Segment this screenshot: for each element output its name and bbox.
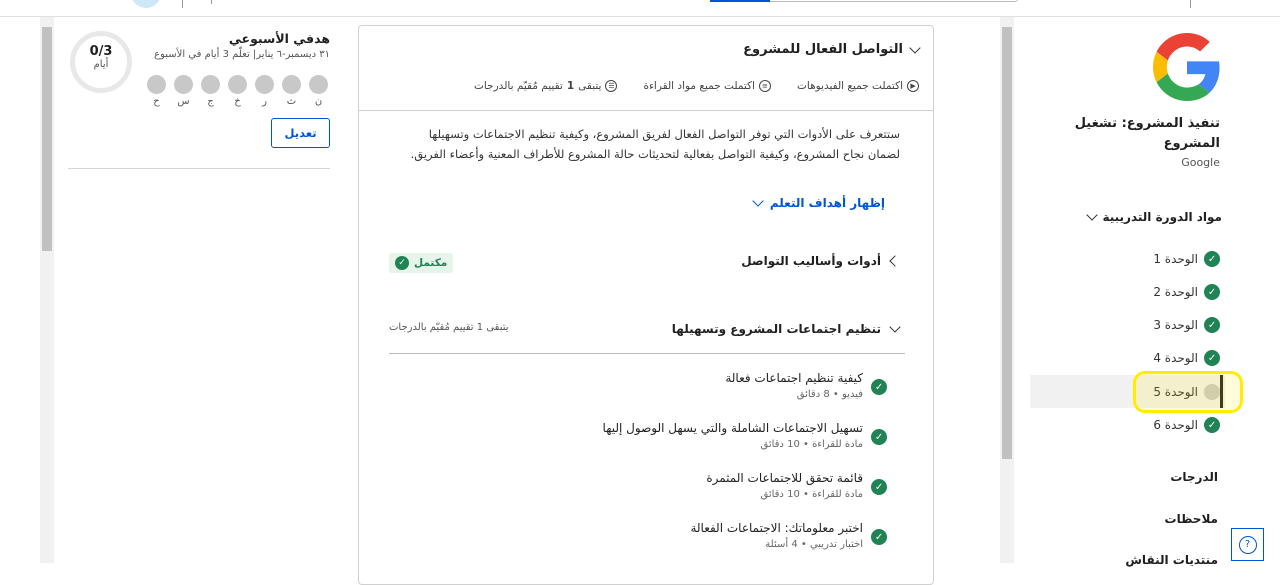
status-badge bbox=[389, 253, 453, 273]
top-bar bbox=[0, 0, 1280, 17]
day-circle bbox=[228, 75, 247, 94]
check-circle-icon: ✓ bbox=[871, 429, 887, 445]
module-label: الوحدة 2 bbox=[1153, 285, 1198, 299]
divider bbox=[389, 353, 905, 354]
weekly-goal-subtitle: ٣١ ديسمبر-٦ يناير| تعلّم 3 أيام في الأسبوع bbox=[154, 49, 330, 60]
item-title: اختبر معلوماتك: الاجتماعات الفعالة bbox=[690, 521, 863, 535]
chevron-down-icon bbox=[909, 42, 920, 53]
lesson-toggle-meetings[interactable] bbox=[672, 322, 899, 336]
divider bbox=[68, 168, 330, 169]
course-materials-label: مواد الدورة التدريبية bbox=[1102, 210, 1222, 224]
chevron-down-icon bbox=[889, 321, 900, 332]
readings-stat bbox=[643, 80, 771, 92]
day-item bbox=[174, 75, 193, 107]
main-scrollbar[interactable] bbox=[1000, 17, 1014, 563]
item-meta: فيديو • 8 دقائق bbox=[796, 389, 863, 400]
item-title: تسهيل الاجتماعات الشاملة والتي يسهل الوصول إليها bbox=[602, 421, 863, 435]
annotation-highlight bbox=[1133, 371, 1243, 413]
graded-count: 1 bbox=[566, 80, 575, 92]
module-label: الوحدة 5 bbox=[1153, 385, 1198, 399]
weekly-goal-title: هدفي الأسبوعي bbox=[228, 31, 330, 46]
book-icon: ≡ bbox=[759, 80, 771, 92]
day-circle bbox=[201, 75, 220, 94]
help-icon: ? bbox=[1239, 536, 1257, 554]
day-item bbox=[201, 75, 220, 107]
day-label: ر bbox=[262, 96, 267, 107]
item-meta: مادة للقراءة • 10 دقائق bbox=[760, 489, 863, 500]
lesson-toggle-communication-tools[interactable] bbox=[741, 254, 899, 268]
check-circle-icon: ✓ bbox=[871, 529, 887, 545]
goal-panel-scrollbar[interactable] bbox=[40, 17, 54, 563]
list-item[interactable] bbox=[725, 371, 887, 400]
day-label: ح bbox=[153, 96, 160, 107]
list-item[interactable] bbox=[603, 421, 887, 450]
chevron-left-icon bbox=[889, 255, 900, 266]
graded-stat bbox=[474, 80, 617, 92]
day-item bbox=[282, 75, 301, 107]
item-meta: اختبار تدريبي • 4 أسئلة bbox=[765, 539, 863, 550]
day-circle bbox=[147, 75, 166, 94]
graded-suffix: تقييم مُقيّم بالدرجات bbox=[474, 80, 563, 92]
assignment-icon: ☰ bbox=[605, 80, 617, 92]
check-circle-icon: ✓ bbox=[1204, 284, 1220, 300]
readings-stat-label: اكتملت جميع مواد القراءة bbox=[643, 80, 755, 92]
lesson-title: تنظيم اجتماعات المشروع وتسهيلها bbox=[671, 322, 881, 336]
lesson-title: أدوات وأساليب التواصل bbox=[741, 254, 881, 268]
item-title: كيفية تنظيم اجتماعات فعالة bbox=[725, 371, 863, 385]
day-item bbox=[255, 75, 274, 107]
course-title: تنفيذ المشروع: تشغيل المشروع bbox=[1074, 116, 1220, 151]
day-circle bbox=[174, 75, 193, 94]
sidebar-item-module-2[interactable] bbox=[1153, 278, 1220, 306]
module-label: الوحدة 4 bbox=[1153, 351, 1198, 365]
lesson-remaining: يتبقى 1 تقييم مُقيّم بالدرجات bbox=[389, 322, 509, 333]
graded-prefix: يتبقى bbox=[578, 80, 602, 92]
partner-name: Google bbox=[1181, 156, 1220, 169]
day-label: ج bbox=[207, 96, 214, 107]
check-circle-icon: ✓ bbox=[395, 256, 409, 270]
divider bbox=[211, 0, 212, 4]
sidebar-item-module-3[interactable] bbox=[1153, 311, 1220, 339]
day-item bbox=[228, 75, 247, 107]
day-label: خ bbox=[234, 96, 241, 107]
sidebar-item-module-6[interactable] bbox=[1153, 411, 1220, 439]
goal-progress-ring bbox=[70, 31, 132, 93]
divider bbox=[182, 0, 183, 8]
module-header-toggle[interactable] bbox=[743, 42, 919, 57]
edit-goal-button[interactable]: تعديل bbox=[271, 118, 330, 148]
help-button[interactable] bbox=[1231, 528, 1264, 561]
sidebar-item-module-1[interactable] bbox=[1153, 245, 1220, 273]
videos-stat bbox=[797, 80, 919, 92]
item-meta: مادة للقراءة • 10 دقائق bbox=[760, 439, 863, 450]
day-label: س bbox=[177, 96, 190, 107]
scrollbar-thumb[interactable] bbox=[1002, 27, 1012, 459]
module-label: الوحدة 3 bbox=[1153, 318, 1198, 332]
sidebar-item-module-4[interactable] bbox=[1153, 344, 1220, 372]
goal-unit: أيام bbox=[93, 59, 109, 70]
scrollbar-thumb[interactable] bbox=[42, 27, 52, 251]
day-label: ن bbox=[314, 96, 323, 107]
module-label: الوحدة 6 bbox=[1153, 418, 1198, 432]
list-item[interactable] bbox=[706, 471, 887, 500]
google-logo-icon bbox=[1153, 33, 1221, 101]
show-learning-objectives-link[interactable] bbox=[754, 196, 885, 210]
check-circle-icon: ✓ bbox=[1204, 317, 1220, 333]
divider bbox=[1190, 0, 1191, 8]
module-label: الوحدة 1 bbox=[1153, 252, 1198, 266]
item-title: قائمة تحقق للاجتماعات المثمرة bbox=[706, 471, 863, 485]
day-item bbox=[309, 75, 328, 107]
sidebar-item-grades[interactable]: الدرجات bbox=[1170, 470, 1218, 484]
module-description: ستتعرف على الأدوات التي توفر التواصل الفعال لفريق المشروع، وكيفية تنظيم الاجتماعات وتسهيلها لضمان نجاح المشروع، وكيفية التواصل بفعالية لتحديثات حالة المشروع للأطراف المعنية وأعضاء الفريق. bbox=[410, 127, 900, 161]
course-materials-toggle[interactable] bbox=[1088, 210, 1222, 224]
day-label: ث bbox=[286, 96, 297, 107]
divider bbox=[359, 110, 933, 111]
badge-label: مكتمل bbox=[414, 257, 448, 269]
chevron-down-icon bbox=[752, 195, 763, 206]
search-button[interactable] bbox=[710, 0, 770, 2]
day-circle bbox=[309, 75, 328, 94]
list-item[interactable] bbox=[690, 521, 887, 550]
sidebar-item-forums[interactable]: منتديات النقاش bbox=[1125, 553, 1218, 567]
goal-progress: 0/3 bbox=[89, 44, 113, 59]
module-title: التواصل الفعال للمشروع bbox=[743, 42, 903, 57]
videos-stat-label: اكتملت جميع الفيديوهات bbox=[796, 80, 903, 92]
play-icon: ▶ bbox=[907, 80, 919, 92]
day-item bbox=[147, 75, 166, 107]
module-stats bbox=[474, 80, 919, 92]
check-circle-icon: ✓ bbox=[1204, 350, 1220, 366]
module-card bbox=[358, 25, 934, 585]
sidebar-item-notes[interactable]: ملاحظات bbox=[1164, 512, 1218, 526]
show-objectives-label: إظهار أهداف التعلم bbox=[769, 196, 885, 210]
check-circle-icon: ✓ bbox=[871, 479, 887, 495]
chevron-down-icon bbox=[1087, 209, 1098, 220]
day-circle bbox=[255, 75, 274, 94]
goal-days bbox=[147, 75, 328, 107]
check-circle-icon: ✓ bbox=[871, 379, 887, 395]
day-circle bbox=[282, 75, 301, 94]
check-circle-icon: ✓ bbox=[1204, 417, 1220, 433]
check-circle-icon: ✓ bbox=[1204, 251, 1220, 267]
avatar[interactable] bbox=[131, 0, 161, 8]
